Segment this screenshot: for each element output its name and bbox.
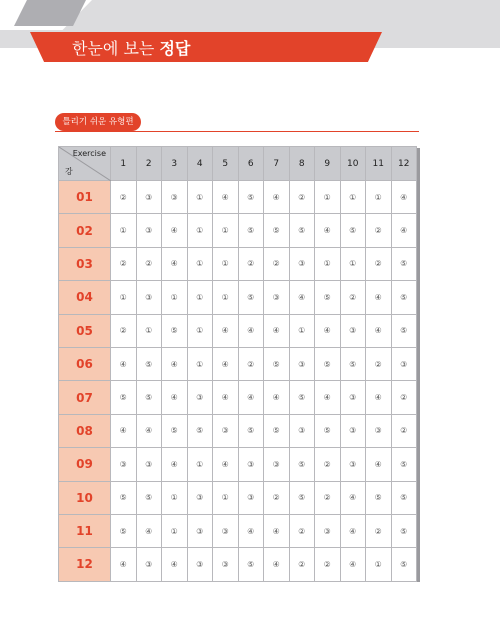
row-label: 02 [59,214,111,247]
column-header: 4 [187,147,213,181]
answer-cell: ④ [162,448,188,481]
answer-cell: ③ [162,181,188,214]
answer-cell: ④ [366,448,392,481]
row-label: 08 [59,414,111,447]
column-header: 12 [391,147,417,181]
row-label: 07 [59,381,111,414]
answer-cell: ③ [366,414,392,447]
answer-cell: ④ [264,548,290,581]
answer-cell: ② [315,481,341,514]
table-row [59,247,417,280]
answer-cell: ⑤ [162,414,188,447]
answer-cell: ③ [238,448,264,481]
answer-cell: ④ [366,281,392,314]
answer-cell: ③ [187,548,213,581]
answer-cell: ③ [238,481,264,514]
table-row [59,181,417,214]
answer-cell: ⑤ [391,481,417,514]
table-row [59,548,417,581]
answer-cell: ④ [315,314,341,347]
answer-cell: ⑤ [238,214,264,247]
answer-cell: ① [213,214,239,247]
answer-cell: ④ [264,514,290,547]
answer-cell: ③ [340,314,366,347]
answer-cell: ④ [340,548,366,581]
table-row [59,448,417,481]
answer-cell: ⑤ [391,281,417,314]
row-label: 11 [59,514,111,547]
answer-cell: ② [136,247,162,280]
column-header: 1 [111,147,137,181]
answer-cell: ⑤ [238,181,264,214]
answer-cell: ② [264,481,290,514]
answer-cell: ② [111,247,137,280]
answer-cell: ④ [213,448,239,481]
answer-cell: ④ [111,548,137,581]
answer-cell: ② [366,214,392,247]
answer-cell: ② [315,548,341,581]
answer-cell: ③ [289,347,315,380]
answer-cell: ④ [111,347,137,380]
section-divider [55,131,419,132]
answer-cell: ① [315,247,341,280]
column-header: 2 [136,147,162,181]
answer-cell: ① [213,281,239,314]
answer-cell: ③ [213,548,239,581]
answer-cell: ④ [162,347,188,380]
answer-cell: ⑤ [187,414,213,447]
answer-cell: ④ [136,514,162,547]
answer-cell: ② [391,381,417,414]
answer-cell: ③ [136,448,162,481]
row-label: 03 [59,247,111,280]
answer-cell: ④ [315,381,341,414]
answer-cell: ⑤ [366,481,392,514]
answer-cell: ④ [366,381,392,414]
answer-cell: ② [289,514,315,547]
table-row [59,281,417,314]
answer-cell: ⑤ [162,314,188,347]
corner-label-exercise: Exercise [72,149,106,158]
answer-cell: ③ [136,548,162,581]
table-row [59,347,417,380]
answer-cell: ⑤ [111,514,137,547]
answer-cell: ④ [264,181,290,214]
table-row [59,414,417,447]
answer-cell: ④ [264,381,290,414]
answer-cell: ⑤ [136,347,162,380]
column-header: 11 [366,147,392,181]
answer-cell: ③ [391,347,417,380]
answer-cell: ① [187,214,213,247]
answer-cell: ③ [187,514,213,547]
answer-cell: ⑤ [289,448,315,481]
answer-cell: ④ [391,181,417,214]
answer-cell: ③ [340,381,366,414]
page-title [72,36,190,59]
answer-cell: ② [238,247,264,280]
answer-cell: ③ [264,448,290,481]
answer-cell: ② [289,548,315,581]
answer-cell: ② [366,347,392,380]
answer-cell: ③ [136,214,162,247]
answer-cell: ⑤ [111,381,137,414]
answer-cell: ② [366,247,392,280]
answer-cell: ⑤ [289,381,315,414]
answer-table [58,146,417,582]
answer-cell: ⑤ [264,347,290,380]
table-row [59,514,417,547]
answer-cell: ⑤ [238,548,264,581]
answer-cell: ① [213,481,239,514]
answer-cell: ① [187,181,213,214]
answer-cell: ④ [162,247,188,280]
answer-cell: ③ [264,281,290,314]
answer-cell: ⑤ [391,448,417,481]
answer-cell: ② [264,247,290,280]
table-row [59,314,417,347]
answer-cell: ① [187,247,213,280]
table-row [59,481,417,514]
answer-cell: ⑤ [238,414,264,447]
answer-cell: ③ [187,381,213,414]
answer-cell: ③ [111,448,137,481]
row-label: 09 [59,448,111,481]
answer-cell: ⑤ [289,214,315,247]
answer-cell: ③ [213,414,239,447]
column-header: 5 [213,147,239,181]
answer-cell: ① [340,247,366,280]
answer-cell: ⑤ [315,281,341,314]
answer-cell: ④ [111,414,137,447]
answer-cell: ③ [136,281,162,314]
answer-cell: ⑤ [264,414,290,447]
answer-cell: ③ [289,247,315,280]
answer-cell: ① [111,281,137,314]
table-header-row [59,147,417,181]
answer-cell: ⑤ [391,247,417,280]
answer-cell: ① [111,214,137,247]
answer-cell: ④ [238,314,264,347]
answer-cell: ④ [264,314,290,347]
answer-cell: ④ [289,281,315,314]
answer-cell: ① [289,314,315,347]
answer-cell: ⑤ [315,347,341,380]
column-header: 7 [264,147,290,181]
answer-cell: ③ [340,414,366,447]
answer-cell: ② [238,347,264,380]
answer-cell: ① [315,181,341,214]
answer-cell: ④ [366,314,392,347]
answer-cell: ⑤ [391,514,417,547]
answer-cell: ① [340,181,366,214]
answer-cell: ③ [136,181,162,214]
answer-cell: ⑤ [340,347,366,380]
answer-cell: ① [187,448,213,481]
answer-cell: ④ [391,214,417,247]
answer-cell: ② [111,314,137,347]
answer-cell: ② [111,181,137,214]
answer-cell: ① [162,281,188,314]
column-header: 10 [340,147,366,181]
answer-cell: ③ [187,481,213,514]
page-title-plain: 한눈에 보는 [72,39,160,58]
answer-cell: ⑤ [391,548,417,581]
answer-cell: ⑤ [238,281,264,314]
answer-cell: ① [366,548,392,581]
answer-cell: ⑤ [340,214,366,247]
section-label: 틀리기 쉬운 유형편 [55,113,141,131]
answer-cell: ③ [213,514,239,547]
answer-cell: ① [187,347,213,380]
row-label: 12 [59,548,111,581]
answer-cell: ⑤ [136,381,162,414]
answer-cell: ⑤ [289,481,315,514]
table-body [59,181,417,582]
row-label: 06 [59,347,111,380]
answer-cell: ④ [213,314,239,347]
page-title-bold: 정답 [159,39,191,58]
answer-cell: ① [213,247,239,280]
column-header: 8 [289,147,315,181]
row-label: 05 [59,314,111,347]
answer-cell: ① [187,314,213,347]
row-label: 10 [59,481,111,514]
answer-cell: ④ [162,214,188,247]
column-header: 3 [162,147,188,181]
answer-cell: ④ [238,514,264,547]
answer-cell: ① [162,481,188,514]
answer-cell: ① [162,514,188,547]
column-header: 6 [238,147,264,181]
answer-cell: ① [366,181,392,214]
answer-cell: ③ [340,448,366,481]
answer-cell: ⑤ [391,314,417,347]
answer-cell: ④ [340,514,366,547]
row-label: 04 [59,281,111,314]
answer-cell: ④ [340,481,366,514]
answer-cell: ④ [213,381,239,414]
answer-cell: ④ [136,414,162,447]
answer-cell: ① [136,314,162,347]
row-label: 01 [59,181,111,214]
answer-cell: ④ [213,181,239,214]
answer-cell: ③ [315,514,341,547]
answer-cell: ④ [238,381,264,414]
answer-cell: ④ [213,347,239,380]
table-row [59,214,417,247]
answer-cell: ② [366,514,392,547]
column-header: 9 [315,147,341,181]
answer-cell: ① [187,281,213,314]
answer-cell: ④ [315,214,341,247]
answer-cell: ④ [162,381,188,414]
answer-cell: ⑤ [264,214,290,247]
answer-cell: ② [340,281,366,314]
answer-cell: ③ [289,414,315,447]
answer-cell: ④ [162,548,188,581]
corner-label-lecture: 강 [65,167,73,176]
table-row [59,381,417,414]
answer-cell: ② [391,414,417,447]
answer-cell: ② [315,448,341,481]
answer-cell: ② [289,181,315,214]
answer-cell: ⑤ [111,481,137,514]
answer-cell: ⑤ [315,414,341,447]
table-corner-cell [59,147,111,181]
answer-cell: ⑤ [136,481,162,514]
